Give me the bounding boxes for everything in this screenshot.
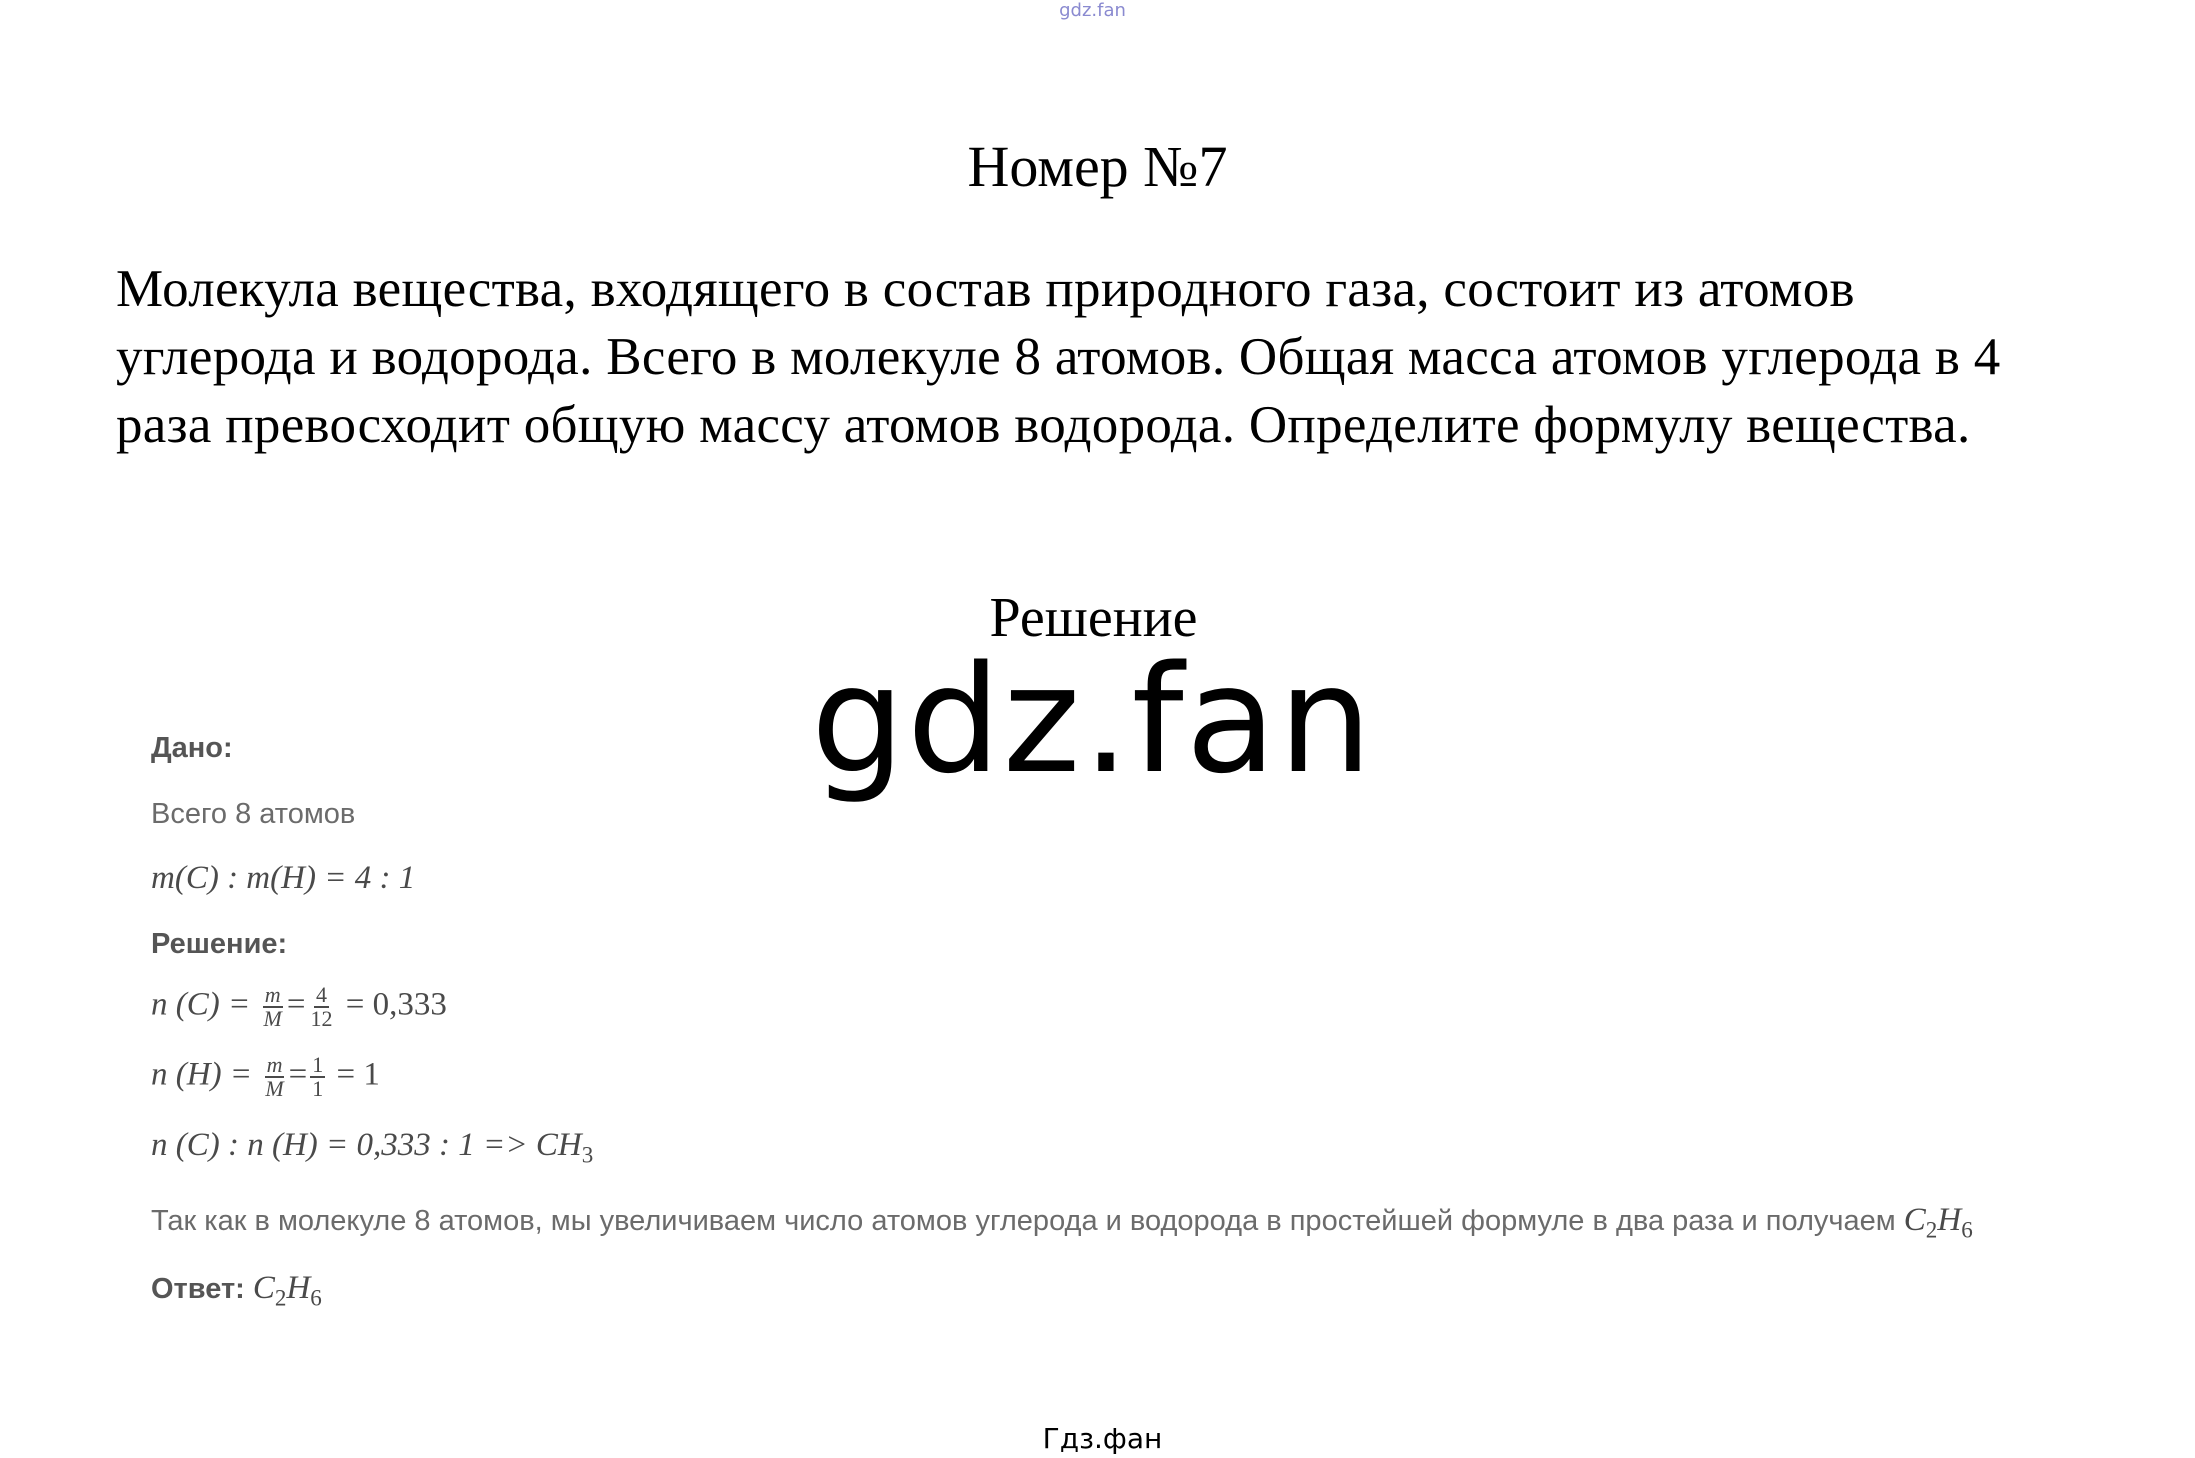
ratio-line [151, 1127, 593, 1169]
mass-ratio [151, 860, 415, 897]
solution-heading: Решение [989, 587, 1198, 649]
explanation-line [151, 1202, 1973, 1244]
site-mark: gdz.fan [1059, 0, 1126, 21]
n-c-equation: n (C) = $\frac{m}{M}$ = $\frac{4}{12}$ = 0,333 [151, 982, 447, 1031]
n-c-result: = 0,333 [345, 986, 447, 1023]
explanation-formula-c: C [1903, 1202, 1926, 1238]
task-text: Молекула вещества, входящего в состав природного газа, состоит из атомов углерода и водорода. Всего в молекуле 8 атомов. Общая масса атомов углерода в 4 раза превосходит общую массу атомов водорода. Определите формулу вещества. [116, 260, 2001, 454]
ratio-sub: 3 [581, 1141, 594, 1168]
watermark: gdz.fan [810, 634, 1375, 806]
n-h-frac1-num: m [266, 1052, 283, 1077]
explanation-formula-h-sub: 6 [1961, 1216, 1973, 1243]
mass-ratio-text: m(C) : m(H) = 4 : 1 [151, 860, 416, 896]
n-c-frac2-den: 12 [310, 1006, 333, 1031]
ratio-text: n (C) : n (H) = 0,333 : 1 => CH [151, 1127, 582, 1163]
explanation-formula-h: H [1937, 1202, 1962, 1238]
solution-label: Решение: [151, 928, 288, 960]
n-h-frac2-num: 1 [312, 1052, 324, 1077]
n-h-result: = 1 [336, 1056, 380, 1093]
n-h-lhs: n (H) = [151, 1056, 253, 1093]
n-c-frac1-den: M [263, 1006, 282, 1031]
n-c-frac2-num: 4 [315, 982, 327, 1007]
n-c-frac1-num: m [264, 982, 281, 1007]
given-atoms: Всего 8 атомов [151, 798, 356, 830]
explanation-text: Так как в молекуле 8 атомов, мы увеличиваем число атомов углерода и водорода в простейшей формуле в два раза и получаем [151, 1205, 1896, 1237]
n-h-frac2-den: 1 [312, 1076, 324, 1101]
answer-formula-h-sub: 6 [310, 1284, 322, 1311]
explanation-formula-c-sub: 2 [1925, 1216, 1938, 1243]
answer-formula-c-sub: 2 [274, 1284, 287, 1311]
answer-formula-c: C [252, 1270, 275, 1306]
n-c-fraction-1 [262, 984, 284, 1030]
n-h-fraction-1 [263, 1054, 285, 1100]
answer-line [151, 1270, 322, 1312]
answer-formula-h: H [286, 1270, 311, 1306]
answer-label: Ответ: [151, 1273, 245, 1305]
footer-mark: Гдз.фан [1042, 1422, 1163, 1455]
n-h-fraction-2 [310, 1054, 325, 1100]
n-c-lhs: n (C) = [151, 986, 251, 1023]
page-title: Номер №7 [967, 134, 1228, 199]
n-h-equation: n (H) = $\frac{m}{M}$ = $\frac{1}{1}$ = 1 [151, 1052, 380, 1101]
given-label: Дано: [151, 732, 233, 764]
n-h-frac1-den: M [265, 1076, 284, 1101]
n-c-fraction-2 [308, 984, 334, 1030]
